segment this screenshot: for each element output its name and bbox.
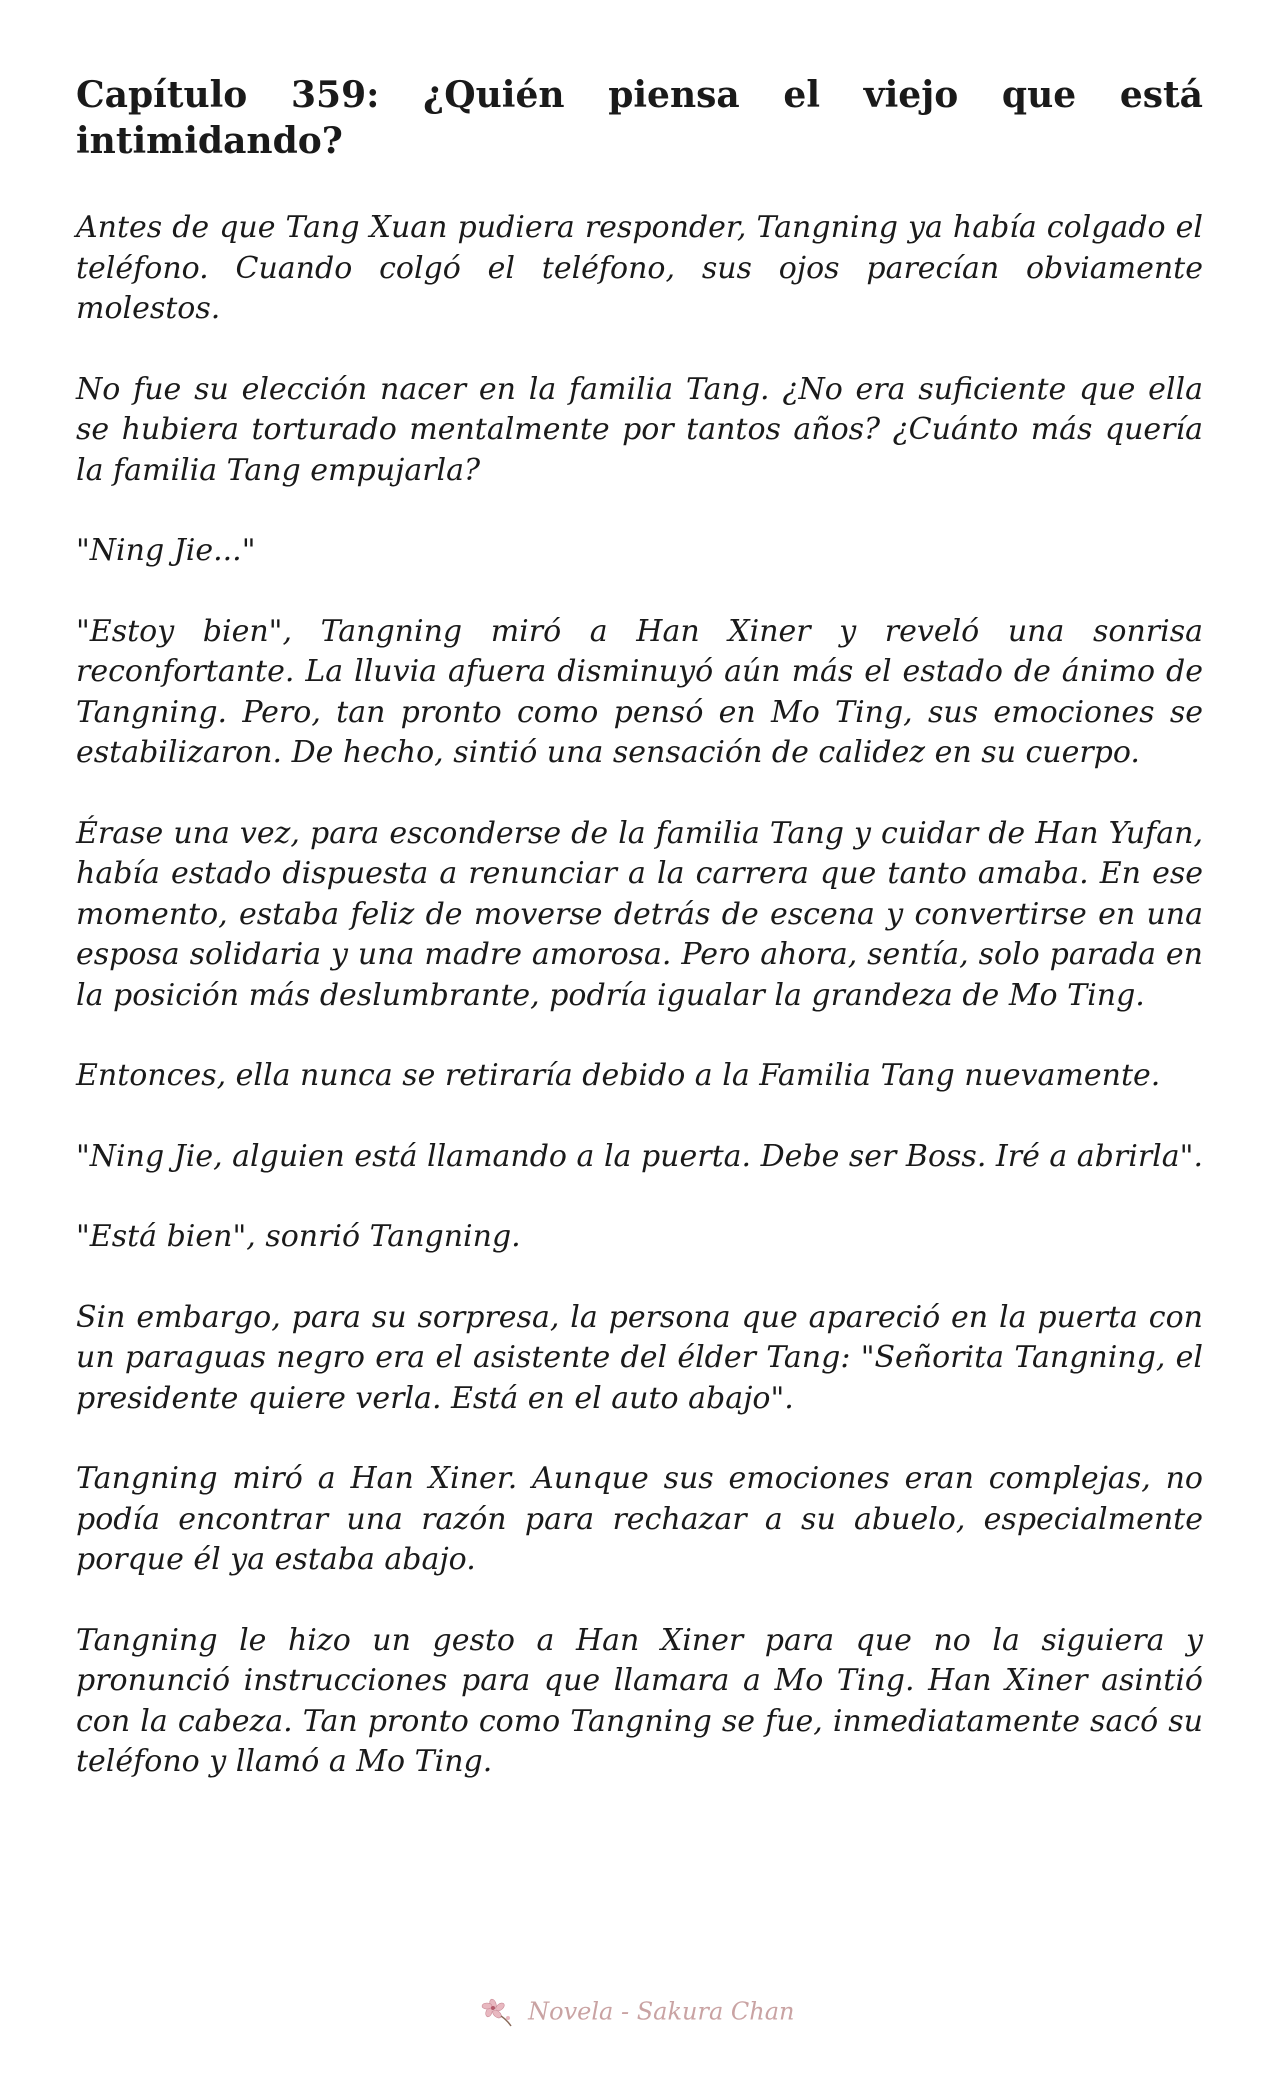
paragraph: No fue su elección nacer en la familia Tang. ¿No era suficiente que ella se hubiera torturado mentalmente por tantos años? ¿Cuánto más quería la familia Tang empujarla?: [76, 371, 1203, 488]
paragraph: "Estoy bien", Tangning miró a Han Xiner y reveló una sonrisa reconfortante. La lluvia afuera disminuyó aún más el estado de ánimo de Tangning. Pero, tan pronto como pensó en Mo Ting, sus emociones se estabilizaron. De hecho, sintió una sensación de calidez en su cuerpo.: [76, 613, 1203, 770]
paragraph: Érase una vez, para esconderse de la familia Tang y cuidar de Han Yufan, había estado dispuesta a renunciar a la carrera que tanto amaba. En ese momento, estaba feliz de moverse detrás de escena y convertirse en una esposa solidaria y una madre amorosa. Pero ahora, sentía, solo parada en la posición más deslumbrante, podría igualar la grandeza de Mo Ting.: [76, 815, 1203, 1013]
watermark-footer: [0, 1996, 1275, 2030]
sakura-flower-icon: [481, 1996, 515, 2030]
paragraph: Antes de que Tang Xuan pudiera responder, Tangning ya había colgado el teléfono. Cuando colgó el teléfono, sus ojos parecían obviamente molestos.: [76, 210, 1203, 326]
watermark-text: Novela - Sakura Chan: [528, 1997, 795, 2026]
paragraph: Entonces, ella nunca se retiraría debido a la Familia Tang nuevamente.: [76, 1058, 1161, 1093]
paragraph: "Está bien", sonrió Tangning.: [76, 1219, 521, 1254]
chapter-page: [76, 72, 1203, 1823]
paragraph: Sin embargo, para su sorpresa, la persona que apareció en la puerta con un paraguas negro era el asistente del élder Tang: "Señorita Tangning, el presidente quiere verla. Está en el auto abajo".: [76, 1299, 1203, 1416]
paragraph: Tangning miró a Han Xiner. Aunque sus emociones eran complejas, no podía encontrar una razón para rechazar a su abuelo, especialmente porque él ya estaba abajo.: [76, 1461, 1203, 1577]
paragraph: "Ning Jie, alguien está llamando a la puerta. Debe ser Boss. Iré a abrirla".: [76, 1138, 1203, 1174]
paragraph: Tangning le hizo un gesto a Han Xiner para que no la siguiera y pronunció instrucciones para que llamara a Mo Ting. Han Xiner asintió con la cabeza. Tan pronto como Tangning se fue, inmediatamente sacó su teléfono y llamó a Mo Ting.: [76, 1622, 1203, 1779]
chapter-title: Capítulo 359: ¿Quién piensa el viejo que está intimidando?: [76, 74, 1203, 162]
paragraph: "Ning Jie...": [76, 533, 256, 568]
